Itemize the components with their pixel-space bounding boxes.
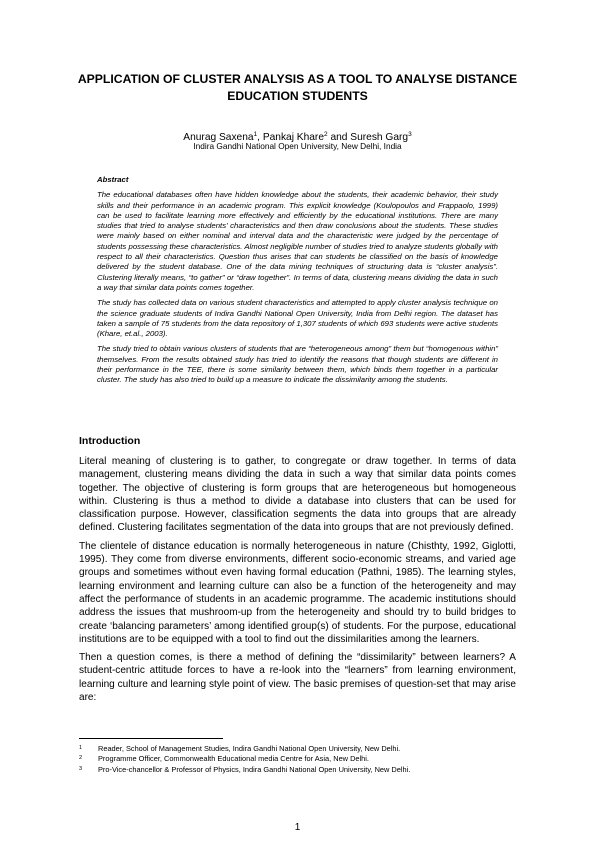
body-paragraph: Literal meaning of clustering is to gather, to congregate or draw together. In terms of data management, clustering means dividing the data in such a way that similar data points comes together. The objective of clustering is form groups that are heterogeneous but homogeneous within. Clustering is thus a method to divide a database into clusters that can be used for classification purpose. However, classification segments the data into groups that are already defined. Clustering facilitates segmentation of the data into groups that are not previously defined. — [79, 456, 516, 534]
abstract-paragraph: The study tried to obtain various clusters of students that are “heterogeneous among” them but “homogenous within” themselves. From the results obtained study has tried to identify the reasons that though students are different in their performance in the TEE, there is some similarity between them, which binds them together in a particular cluster. The study has also tried to build up a measure to indicate the dissimilarity among the students. — [97, 344, 498, 385]
footnote-divider — [79, 738, 223, 739]
author-separator: and — [327, 132, 351, 143]
footnote-text: Reader, School of Management Studies, Indira Gandhi National Open University, New Delhi. — [98, 744, 401, 753]
footnote-mark: 1 — [253, 131, 258, 138]
footnote — [79, 744, 516, 754]
abstract-heading: Abstract — [97, 175, 129, 184]
affiliation: Indira Gandhi National Open University, New Delhi, India — [193, 141, 402, 151]
body-paragraph: Then a question comes, is there a method of defining the “dissimilarity” between learners? A student-centric attitude forces to have a re-look into the “learners” from learning environment, learning culture and learning style point of view. The basic premises of question-set that may arise are: — [79, 652, 516, 704]
author-name: Suresh Garg — [350, 132, 409, 143]
footnote-number: 3 — [79, 765, 83, 772]
introduction-section — [79, 434, 516, 709]
footnote-text: Pro-Vice-chancellor & Professor of Physics, Indira Gandhi National Open University, New Delhi. — [98, 764, 411, 774]
footnote — [79, 765, 516, 775]
footnote-number: 1 — [79, 745, 83, 751]
author-name: Pankaj Khare — [262, 132, 324, 143]
footnote-number: 2 — [79, 755, 83, 762]
page-number: 1 — [294, 822, 301, 833]
body-paragraph: The clientele of distance education is normally heterogeneous in nature (Chisthty, 1992, Giglotti, 1995). They come from diverse environments, different socio-economic streams, and varied age groups and sometimes without even having formal education (Pathni, 1985). The learning styles, learning environment and learning culture can also be a function of the heterogeneity and may affect the performance of students in an academic programme. The academic institutions should address the issues that mushroom-up from the heterogeneity and should try to build bridges to create ‘balancing parameters’ among identified group(s) of students. For the purpose, educational institutions are to be equipped with a tool to find out the dissimilarities among the learners. — [79, 540, 516, 645]
abstract-section — [97, 175, 498, 391]
abstract-paragraph: The educational databases often have hidden knowledge about the students, their academic behavior, their study skills and their performance in an academic program. This explicit knowledge (Koulopoulos and Frappaolo, 1999) can be used to facilitate learning more effectively and efficiently by the educational institutions. There are many studies that tried to analyse students’ characteristics and then draw conclusions about the students. These studies were mainly based on either nominal and interval data and the characteristic were judged by the percentage of students possessing these characteristics. Almost negligible number of studies tried to analyze students globally with respect to all their characteristics. Question thus arises that can students be classified on the basis of knowledge delivered by the student database. One of the data mining techniques of structuring data is “cluster analysis”. Clustering literally means, “to gather” or “draw together”. In terms of data, clustering means dividing the data in such a way that similar data points comes together. — [97, 190, 498, 292]
footnote — [79, 754, 516, 764]
section-heading: Introduction — [79, 435, 141, 447]
author-separator: , — [257, 132, 263, 143]
footnote-mark: 3 — [408, 131, 412, 138]
footnotes — [79, 744, 516, 775]
footnote-mark: 2 — [324, 131, 328, 138]
paper-title: APPLICATION OF CLUSTER ANALYSIS AS A TOOL TO ANALYSE DISTANCE EDUCATION STUDENTS — [77, 72, 518, 103]
abstract-paragraph: The study has collected data on various student characteristics and attempted to apply cluster analysis technique on the science graduate students of Indira Gandhi National Open University, India from Delhi region. The dataset has taken a sample of 75 students from the data repository of 1,307 students of which 693 students were active students (Khare, et.al., 2003). — [97, 298, 498, 339]
author-name: Anurag Saxena — [183, 132, 254, 143]
footnote-text: Programme Officer, Commonwealth Educational media Centre for Asia, New Delhi. — [98, 754, 369, 764]
